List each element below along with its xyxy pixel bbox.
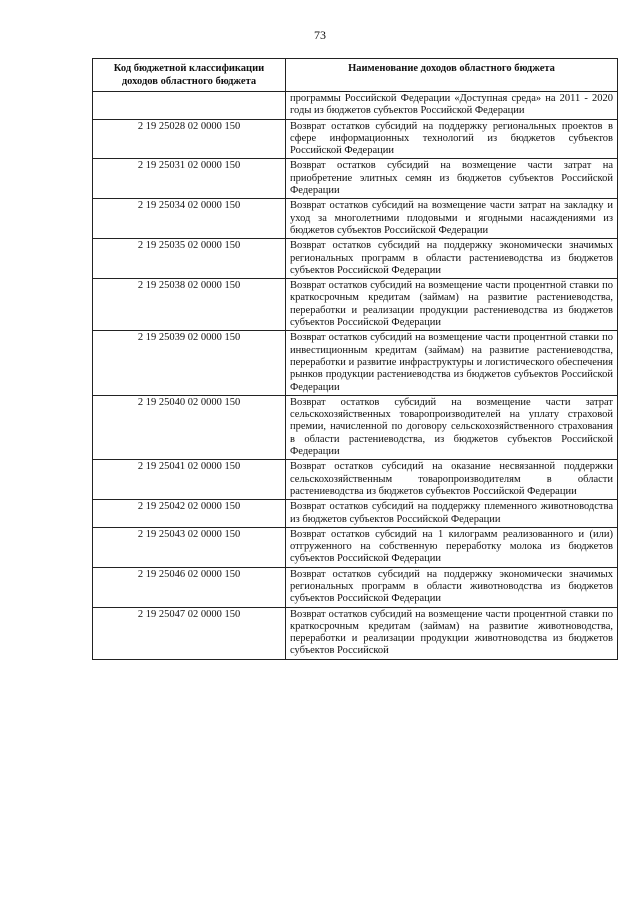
table-row — [93, 395, 618, 459]
row-code: 2 19 25035 02 0000 150 — [93, 239, 286, 279]
table-row — [93, 279, 618, 331]
table-row — [93, 527, 618, 567]
budget-classification-table — [92, 58, 618, 660]
row-name: Возврат остатков субсидий на возмещение части процентной ставки по краткосрочным кредитам (займам) на развитие животноводства, переработки и реализации продукции животноводства из бюджетов субъектов Российской — [286, 607, 618, 659]
table-row — [93, 567, 618, 607]
row-name: программы Российской Федерации «Доступная среда» на 2011 - 2020 годы из бюджетов субъектов Российской Федерации — [286, 92, 618, 120]
row-code: 2 19 25038 02 0000 150 — [93, 279, 286, 331]
row-code: 2 19 25039 02 0000 150 — [93, 331, 286, 395]
row-name: Возврат остатков субсидий на оказание несвязанной поддержки сельскохозяйственным товаропроизводителям в области растениеводства из бюджетов субъектов Российской Федерации — [286, 460, 618, 500]
row-name: Возврат остатков субсидий на возмещение части затрат на закладку и уход за многолетними плодовыми и ягодными насаждениями из бюджетов субъектов Российской Федерации — [286, 199, 618, 239]
row-name: Возврат остатков субсидий на возмещение части затрат на приобретение элитных семян из бюджетов субъектов Российской Федерации — [286, 159, 618, 199]
table-row — [93, 92, 618, 120]
row-code: 2 19 25041 02 0000 150 — [93, 460, 286, 500]
row-code: 2 19 25042 02 0000 150 — [93, 500, 286, 528]
row-name: Возврат остатков субсидий на 1 килограмм реализованного и (или) отгруженного на собственную переработку молока из бюджетов субъектов Российской Федерации — [286, 527, 618, 567]
header-name: Наименование доходов областного бюджета — [286, 59, 618, 92]
table-row — [93, 500, 618, 528]
row-code: 2 19 25034 02 0000 150 — [93, 199, 286, 239]
table-row — [93, 199, 618, 239]
row-code — [93, 92, 286, 120]
row-name: Возврат остатков субсидий на возмещение части процентной ставки по инвестиционным кредитам (займам) на развитие растениеводства, переработки и развитие инфраструктуры и логистического обеспечения рынков продукции растениеводства из бюджетов субъектов Российской Федерации — [286, 331, 618, 395]
row-name: Возврат остатков субсидий на поддержку экономически значимых региональных программ в области растениеводства из бюджетов субъектов Российской Федерации — [286, 239, 618, 279]
row-code: 2 19 25043 02 0000 150 — [93, 527, 286, 567]
table-header-row — [93, 59, 618, 92]
table-row — [93, 159, 618, 199]
row-code: 2 19 25028 02 0000 150 — [93, 119, 286, 159]
table-row — [93, 239, 618, 279]
row-name: Возврат остатков субсидий на возмещение части затрат сельскохозяйственных товаропроизводителей на уплату страховой премии, начисленной по договору сельскохозяйственного страхования в области растениеводства, из бюджетов субъектов Российской Федерации — [286, 395, 618, 459]
page-number: 73 — [314, 28, 326, 42]
row-code: 2 19 25046 02 0000 150 — [93, 567, 286, 607]
table-row — [93, 460, 618, 500]
row-code: 2 19 25031 02 0000 150 — [93, 159, 286, 199]
row-name: Возврат остатков субсидий на поддержку племенного животноводства из бюджетов субъектов Российской Федерации — [286, 500, 618, 528]
row-name: Возврат остатков субсидий на поддержку региональных проектов в сфере информационных технологий из бюджетов субъектов Российской Федерации — [286, 119, 618, 159]
table-row — [93, 607, 618, 659]
row-name: Возврат остатков субсидий на возмещение части процентной ставки по краткосрочным кредитам (займам) на развитие растениеводства, переработки и реализации продукции растениеводства из бюджетов субъектов Российской Федерации — [286, 279, 618, 331]
table-row — [93, 119, 618, 159]
row-code: 2 19 25040 02 0000 150 — [93, 395, 286, 459]
row-name: Возврат остатков субсидий на поддержку экономически значимых региональных программ в области животноводства из бюджетов субъектов Российской Федерации — [286, 567, 618, 607]
table-row — [93, 331, 618, 395]
header-code: Код бюджетной классификации доходов областного бюджета — [93, 59, 286, 92]
row-code: 2 19 25047 02 0000 150 — [93, 607, 286, 659]
